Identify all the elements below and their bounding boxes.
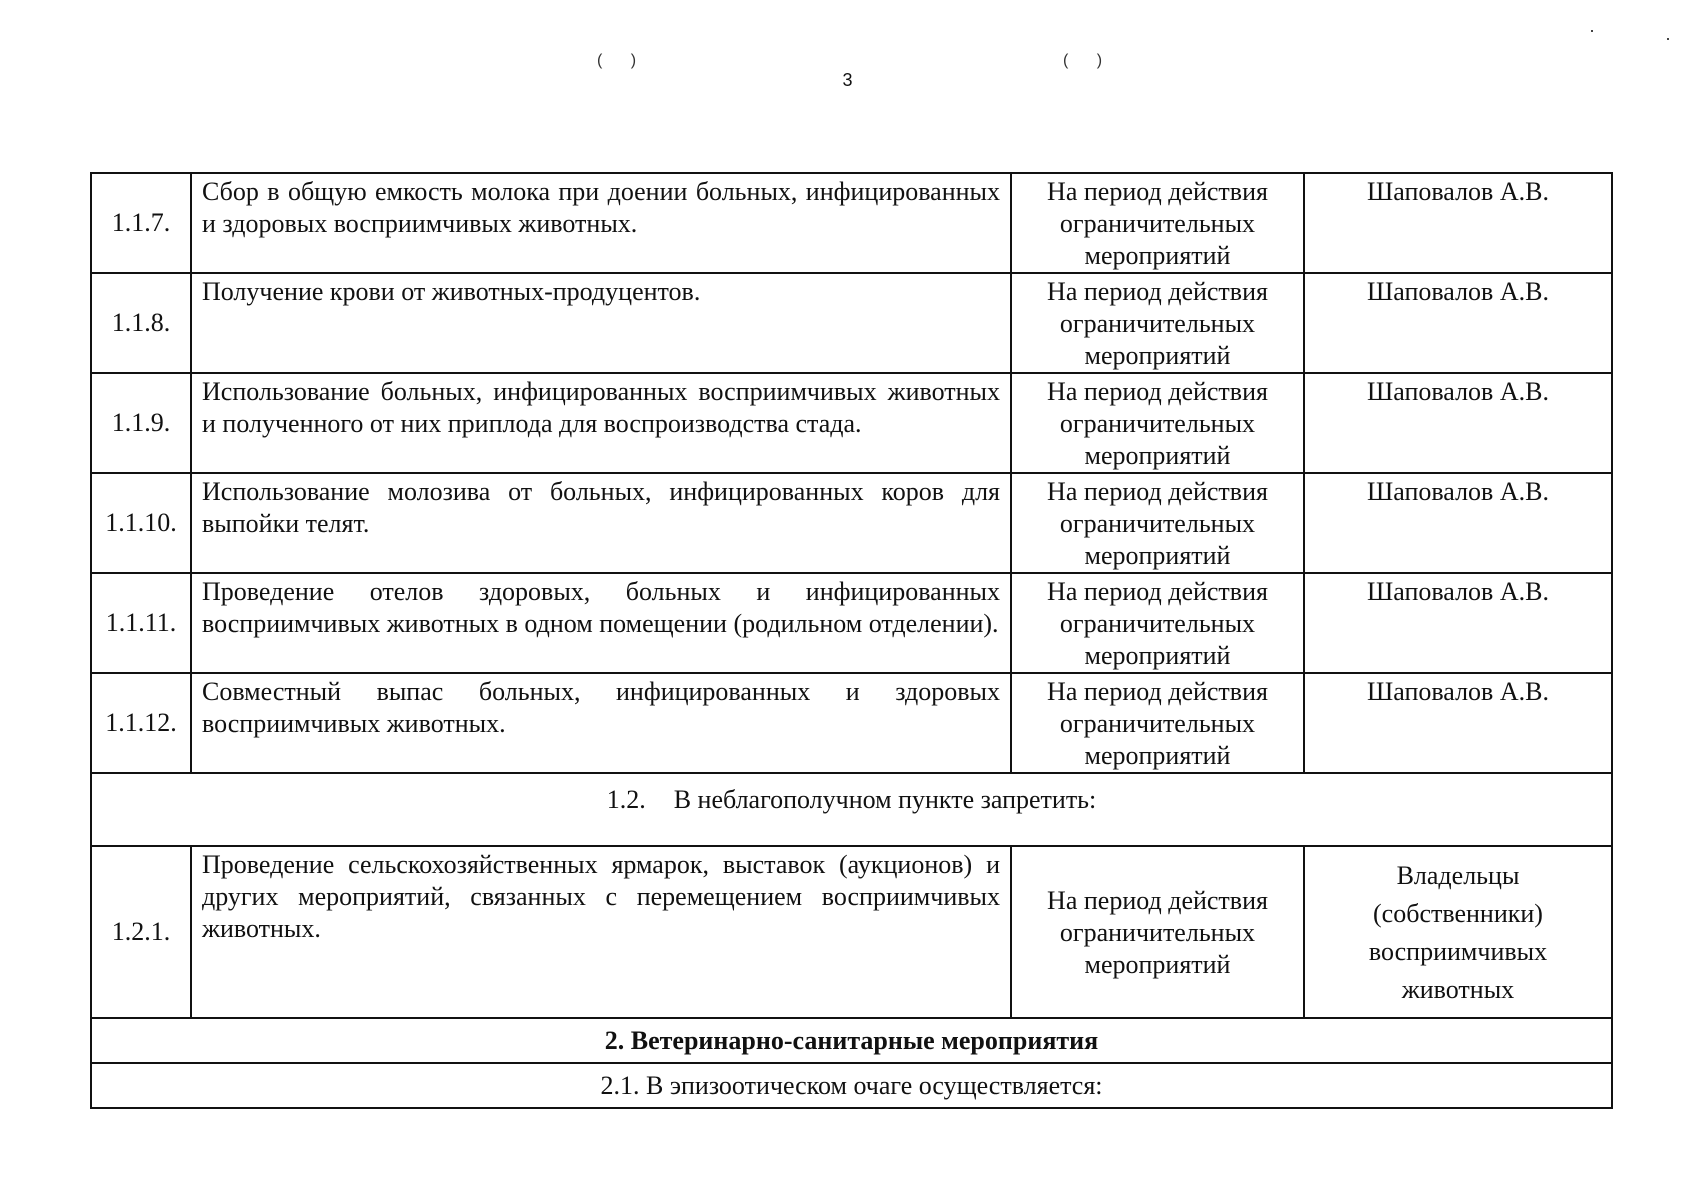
row-number: 1.1.10. [91,473,191,573]
row-responsible: Шаповалов А.В. [1304,473,1612,573]
row-responsible: Шаповалов А.В. [1304,173,1612,273]
row-description: Использование молозива от больных, инфицированных коров для выпойки телят. [191,473,1011,573]
section-row [91,1018,1612,1063]
row-number: 1.1.12. [91,673,191,773]
row-description: Сбор в общую емкость молока при доении больных, инфицированных и здоровых восприимчивых животных. [191,173,1011,273]
row-description: Проведение отелов здоровых, больных и инфицированных восприимчивых животных в одном помещении (родильном отделении). [191,573,1011,673]
row-responsible: Шаповалов А.В. [1304,373,1612,473]
row-description: Проведение сельскохозяйственных ярмарок, выставок (аукционов) и других мероприятий, связанных с перемещением восприимчивых животных. [191,846,1011,1018]
row-number: 1.1.9. [91,373,191,473]
row-period: На период действия ограничительных мероприятий [1011,573,1304,673]
row-period: На период действия ограничительных мероприятий [1011,473,1304,573]
row-number: 1.1.11. [91,573,191,673]
row-number: 1.1.7. [91,173,191,273]
row-period: На период действия ограничительных мероприятий [1011,373,1304,473]
row-period: На период действия ограничительных мероприятий [1011,273,1304,373]
measures-table [90,172,1613,1109]
row-responsible: Шаповалов А.В. [1304,573,1612,673]
table-row [91,673,1612,773]
scan-speck [1591,30,1593,32]
page-mark-left: ( ) [597,52,649,69]
row-description: Получение крови от животных-продуцентов. [191,273,1011,373]
table-row [91,846,1612,1018]
subsection-heading [91,773,1612,846]
row-period: На период действия ограничительных мероприятий [1011,846,1304,1018]
row-number: 1.2.1. [91,846,191,1018]
subsection-heading: 2.1. В эпизоотическом очаге осуществляется: [91,1063,1612,1108]
row-responsible: Шаповалов А.В. [1304,273,1612,373]
row-responsible: Владельцы (собственники) восприимчивых животных [1304,846,1612,1018]
row-period: На период действия ограничительных мероприятий [1011,673,1304,773]
table-row [91,273,1612,373]
subsection-row [91,1063,1612,1108]
page-mark-right: ( ) [1063,52,1115,69]
page-number: 3 [842,70,853,90]
subsection-number: 1.2. [606,785,646,814]
table-row [91,473,1612,573]
row-number: 1.1.8. [91,273,191,373]
row-description: Совместный выпас больных, инфицированных и здоровых восприимчивых животных. [191,673,1011,773]
table-row [91,573,1612,673]
subsection-text: В неблагополучном пункте запретить: [673,785,1097,814]
table-row [91,173,1612,273]
table-row [91,373,1612,473]
row-description: Использование больных, инфицированных восприимчивых животных и полученного от них приплода для воспроизводства стада. [191,373,1011,473]
subsection-row [91,773,1612,846]
row-responsible: Шаповалов А.В. [1304,673,1612,773]
section-heading: 2. Ветеринарно-санитарные мероприятия [91,1018,1612,1063]
scan-speck [1667,38,1669,40]
row-period: На период действия ограничительных мероприятий [1011,173,1304,273]
